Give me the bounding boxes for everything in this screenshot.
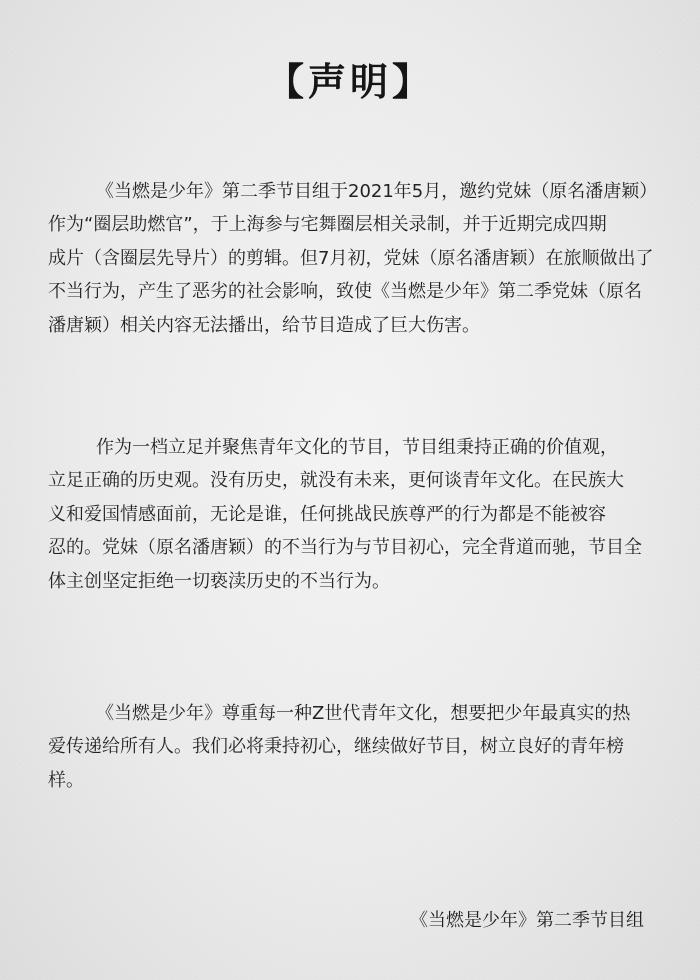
statement-title: 【声明】: [265, 60, 434, 104]
paragraph-1-line: 成片（含圈层先导片）的剪辑。但7月初，党妹（原名潘唐颖）在旅顺做出了: [48, 247, 654, 269]
paragraph-1-line: 作为“圈层助燃官”，于上海参与宅舞圈层相关录制，并于近期完成四期: [48, 214, 607, 236]
paragraph-3-line: 《当燃是少年》尊重每一种Z世代青年文化，想要把少年最真实的热: [96, 703, 631, 724]
paragraph-2-line: 义和爱国情感面前，无论是谁，任何挑战民族尊严的行为都是不能被容: [48, 503, 606, 525]
paragraph-1: [48, 175, 658, 342]
paragraph-2-line: 作为一档立足并聚焦青年文化的节目，节目组秉持正确的价值观，: [96, 437, 618, 458]
paragraph-3-line: 样。: [48, 769, 84, 791]
paragraph-2: [48, 431, 642, 598]
paragraph-1-line: 《当燃是少年》第二季节目组于2021年5月，邀约党妹（原名潘唐颖）: [96, 181, 658, 202]
paragraph-2-line: 忍的。党妹（原名潘唐颖）的不当行为与节目初心，完全背道而驰，节目全: [48, 537, 642, 559]
paragraph-2-line: 立足正确的历史观。没有历史，就没有未来，更何谈青年文化。在民族大: [48, 470, 624, 492]
paragraph-3: [48, 697, 638, 797]
paragraph-1-line: 不当行为，产生了恶劣的社会影响，致使《当燃是少年》第二季党妹（原名: [48, 281, 642, 303]
paragraph-3-line: 爱传递给所有人。我们必将秉持初心，继续做好节目，树立良好的青年榜: [48, 736, 624, 758]
paragraph-2-line: 体主创坚定拒绝一切亵渎历史的不当行为。: [48, 570, 390, 592]
paragraph-1-line: 潘唐颖）相关内容无法播出，给节目造成了巨大伤害。: [48, 314, 480, 336]
signature: 《当燃是少年》第二季节目组: [410, 910, 644, 931]
